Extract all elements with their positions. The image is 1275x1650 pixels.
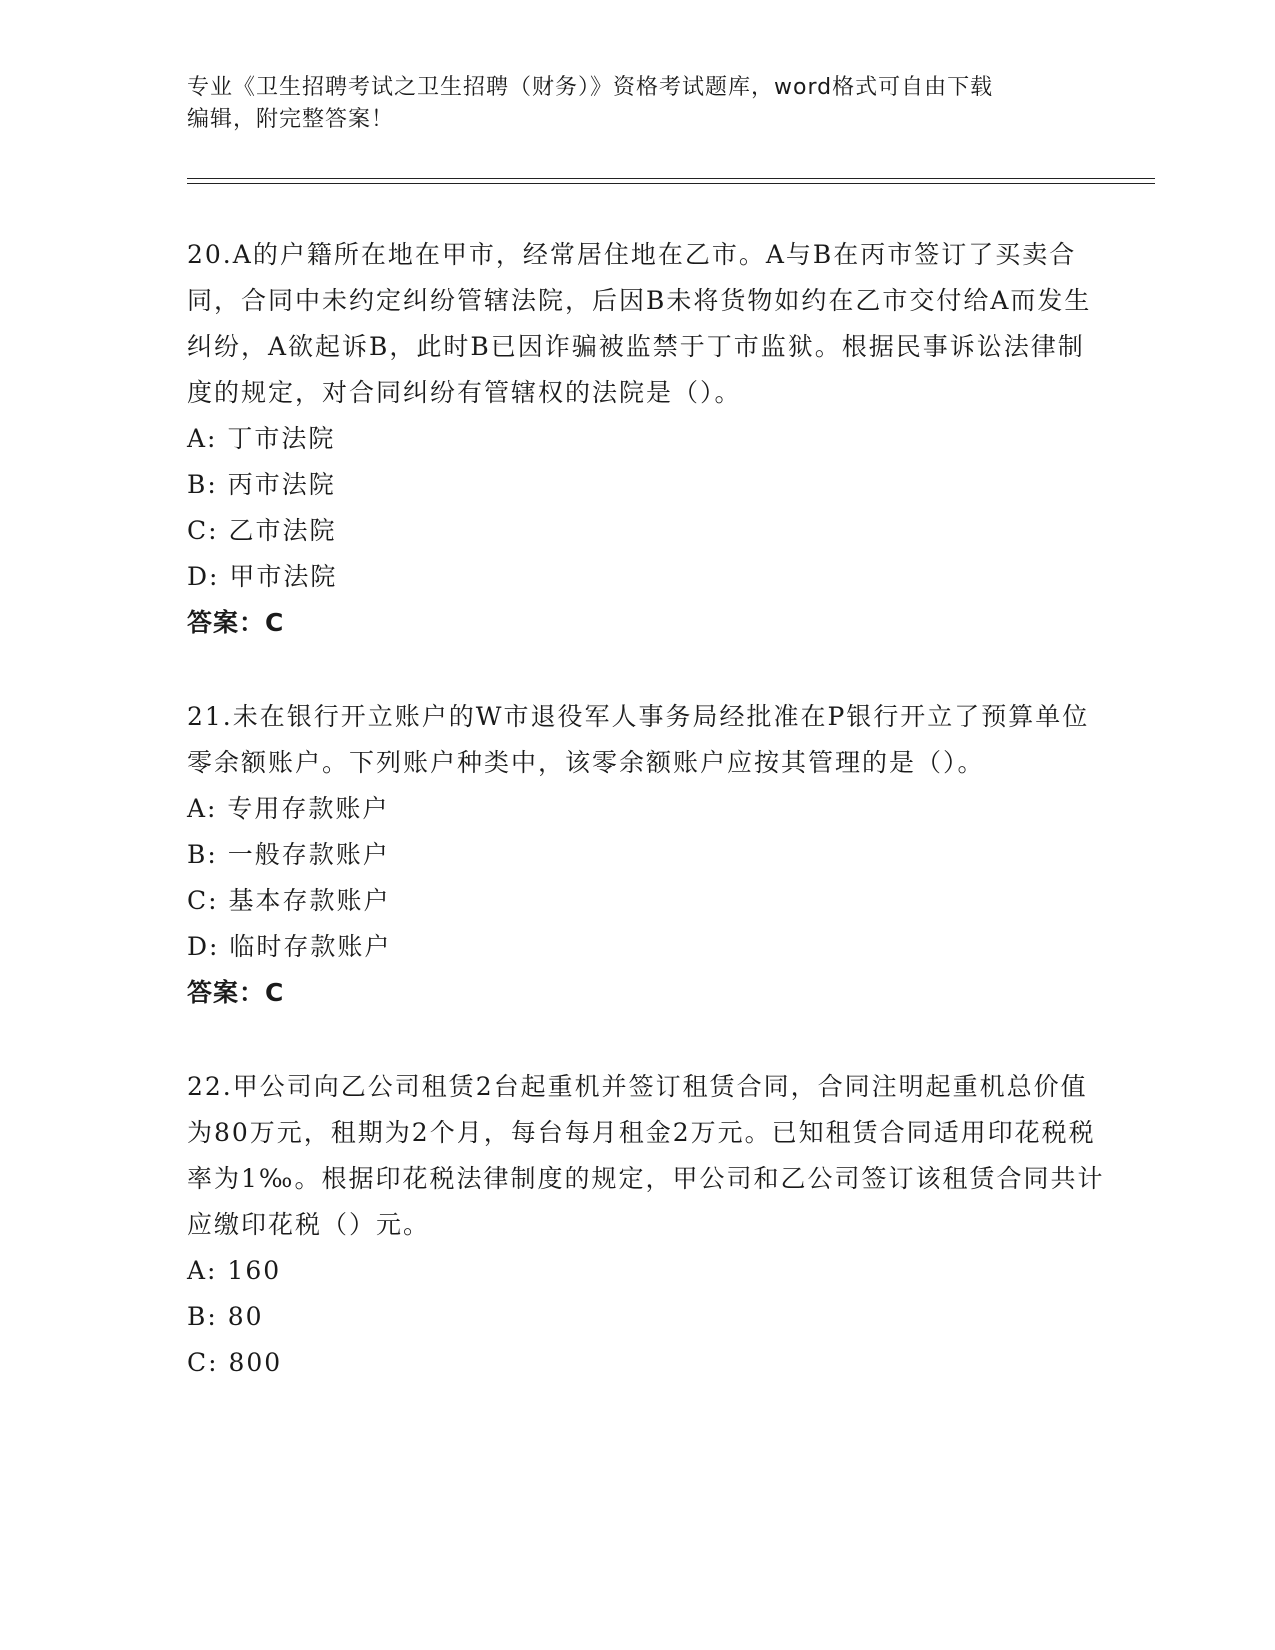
header-line-2: 编辑，附完整答案！ bbox=[187, 107, 395, 132]
answer: 答案：C bbox=[187, 978, 285, 1007]
header-line-1: 专业《卫生招聘考试之卫生招聘（财务）》资格考试题库，word格式可自由下载 bbox=[187, 75, 994, 100]
option-a: A: 160 bbox=[187, 1256, 282, 1285]
option-a: A: 专用存款账户 bbox=[187, 794, 390, 823]
option-c: C: 基本存款账户 bbox=[187, 886, 391, 915]
question-list bbox=[187, 232, 1107, 1434]
option-c: C: 乙市法院 bbox=[187, 516, 337, 545]
answer: 答案：C bbox=[187, 608, 285, 637]
question-stem: 22.甲公司向乙公司租赁2台起重机并签订租赁合同，合同注明起重机总价值为80万元，租期为2个月，每台每月租金2万元。已知租赁合同适用印花税税率为1‰。根据印花税法律制度的规定，甲公司和乙公司签订该租赁合同共计应缴印花税（）元。 bbox=[187, 1072, 1105, 1239]
option-list bbox=[187, 1248, 1107, 1386]
question-21 bbox=[187, 694, 1107, 1016]
header-divider-top bbox=[187, 178, 1155, 179]
option-list bbox=[187, 416, 1107, 600]
option-b: B: 80 bbox=[187, 1302, 264, 1331]
question-22 bbox=[187, 1064, 1107, 1386]
option-a: A: 丁市法院 bbox=[187, 424, 336, 453]
option-b: B: 丙市法院 bbox=[187, 470, 336, 499]
header-divider-bottom bbox=[187, 183, 1155, 184]
option-c: C: 800 bbox=[187, 1348, 283, 1377]
document-header bbox=[187, 72, 1087, 136]
option-d: D: 临时存款账户 bbox=[187, 932, 392, 961]
option-b: B: 一般存款账户 bbox=[187, 840, 390, 869]
option-d: D: 甲市法院 bbox=[187, 562, 338, 591]
question-stem: 21.未在银行开立账户的W市退役军人事务局经批准在P银行开立了预算单位零余额账户。下列账户种类中，该零余额账户应按其管理的是（）。 bbox=[187, 702, 1090, 777]
question-stem: 20.A的户籍所在地在甲市，经常居住地在乙市。A与B在丙市签订了买卖合同，合同中未约定纠纷管辖法院，后因B未将货物如约在乙市交付给A而发生纠纷，A欲起诉B，此时B已因诈骗被监禁于丁市监狱。根据民事诉讼法律制度的规定，对合同纠纷有管辖权的法院是（）。 bbox=[187, 240, 1092, 407]
option-list bbox=[187, 786, 1107, 970]
question-20 bbox=[187, 232, 1107, 646]
